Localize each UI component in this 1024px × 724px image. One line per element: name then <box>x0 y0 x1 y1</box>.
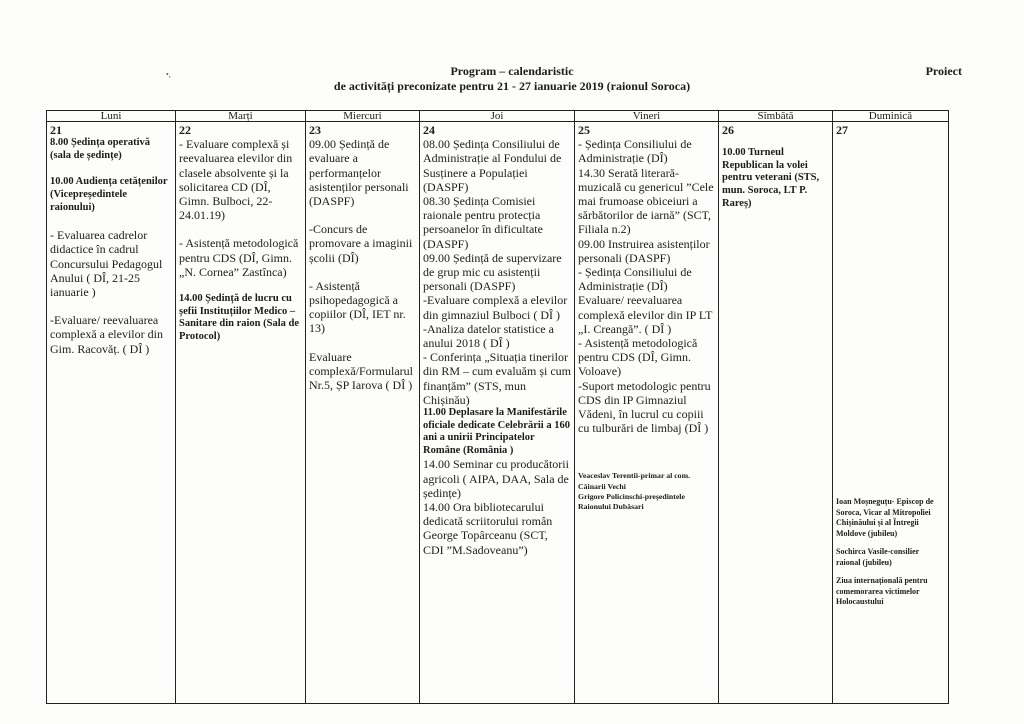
day-number: 25 <box>578 123 590 137</box>
event-item: -Analiza datelor statistice a anului 2018 ( DÎ ) <box>423 321 554 351</box>
header-row <box>47 111 949 122</box>
cell-miercuri <box>306 122 420 704</box>
col-header-marti: Marți <box>176 111 306 122</box>
event-item: -Concurs de promovare a imaginii școlii (DÎ) <box>309 222 413 265</box>
col-header-luni: Luni <box>47 111 176 122</box>
event-item: 8.00 Ședința operativă (sala de ședințe) <box>50 137 151 161</box>
event-item: -Suport metodologic pentru CDS din IP Gimnaziul Vădeni, în lucrul cu copiii cu tulburări de limbaj (DÎ ) <box>578 378 711 436</box>
day-number: 22 <box>179 123 191 137</box>
event-item: - Asistență psihopedagogică a copiilor (DÎ, IET nr. 13) <box>309 278 406 336</box>
event-item: 11.00 Deplasare la Manifestările oficiale dedicate Celebrării a 160 ani a unirii Principatelor Române (România ) <box>423 407 570 456</box>
event-item: 14.00 Seminar cu producătorii agricoli ( AIPA, DAA, Sala de ședințe) <box>423 457 569 500</box>
note-item: Sochirca Vasile-consilier raional (jubileu) <box>836 547 920 567</box>
day-number: 21 <box>50 123 62 137</box>
day-number: 27 <box>836 123 848 137</box>
day-number: 23 <box>309 123 321 137</box>
col-header-joi: Joi <box>420 111 575 122</box>
calendar-table <box>46 110 949 704</box>
event-item: -Evaluare complexă a elevilor din gimnaziul Bulboci ( DÎ ) <box>423 293 568 322</box>
note-item: Ioan Moșneguțu- Episcop de Soroca, Vicar al Mitropoliei Chișinăului și al Întregii Moldove (jubileu) <box>836 497 934 538</box>
event-item: - Asistență metodologică pentru CDS (DÎ, Gimn. Voloave) <box>578 336 698 379</box>
scan-speck: •, <box>166 70 171 79</box>
event-item: 10.00 Turneul Republican la volei pentru veterani (STS, mun. Soroca, LT P. Rareș) <box>722 147 820 209</box>
event-item: -Evaluare/ reevaluarea complexă a elevilor din Gim. Racovăț. ( DÎ ) <box>50 313 163 356</box>
title-line-2: de activități preconizate pentru 21 - 27 ianuarie 2019 (raionul Soroca) <box>333 79 691 93</box>
event-item: 14.00 Ședință de lucru cu șefii Instituțiilor Medico – Sanitare din raion (Sala de Protocol) <box>179 293 299 342</box>
event-item: - Evaluarea cadrelor didactice în cadrul Concursului Pedagogul Anului ( DÎ, 21-25 ianuarie ) <box>50 228 163 299</box>
event-item: - Conferința „Situația tinerilor din RM – cum evaluăm și cum finanțăm” (STS, mun Chișinău) <box>423 350 571 407</box>
day-number: 26 <box>722 123 734 137</box>
event-item: - Asistență metodologică pentru CDS (DÎ, Gimn. „N. Cornea” Zastînca) <box>179 236 299 279</box>
event-item: 08.30 Ședința Comisiei raionale pentru protecția persoanelor în dificultate (DASPF) <box>423 194 543 251</box>
col-header-duminica: Duminică <box>833 111 949 122</box>
event-item: - Ședința Consiliului de Administrație (DÎ) <box>578 137 692 166</box>
event-item: 09.00 Ședință de evaluare a performanțelor asistenților personali (DASPF) <box>309 137 409 209</box>
day-number: 24 <box>423 123 435 137</box>
note-item: Veaceslav Terentii-primar al com. Căinarii Vechi <box>578 471 691 491</box>
cell-vineri <box>575 122 719 704</box>
event-item: - Ședința Consiliului de Administrație (DÎ) <box>578 265 692 294</box>
event-item: - Evaluare complexă și reevaluarea elevilor din clasele absolvente și la solicitarea CD (DÎ, Gimn. Bulboci, 22-24.01.19) <box>179 137 293 223</box>
note-item: Grigore Policinschi-președintele Raionului Dubăsari <box>578 491 685 512</box>
proiect-label: Proiect <box>925 64 962 78</box>
cell-duminica <box>833 122 949 704</box>
col-header-vineri: Vineri <box>575 111 719 122</box>
cell-simbata <box>719 122 833 704</box>
notes-block <box>836 497 945 608</box>
event-item: 09.00 Ședință de supervizare de grup mic cu asistenții personali (DASPF) <box>423 250 562 294</box>
event-item: 14.00 Ora bibliotecarului dedicată scriitorului român George Topârceanu (SCT, CDI ”M.Sadoveanu”) <box>423 500 553 557</box>
title-line-1: Program – calendaristic <box>450 64 574 78</box>
cell-luni <box>47 122 176 704</box>
event-item: 10.00 Audiența cetățenilor (Vicepreședintele raionului) <box>50 176 168 213</box>
event-item: 09.00 Instruirea asistenților personali (DASPF) <box>578 236 710 265</box>
col-header-miercuri: Miercuri <box>306 111 420 122</box>
event-item: 08.00 Ședința Consiliului de Administrație al Fondului de Susținere a Populației (DASPF) <box>423 137 562 194</box>
notes-block <box>578 471 715 512</box>
week-row <box>47 122 949 704</box>
note-item: Ziua internațională pentru comemorarea victimelor Holocaustului <box>836 576 928 607</box>
cell-joi <box>420 122 575 704</box>
event-item: Evaluare/ reevaluarea complexă elevilor din IP LT „I. Creangă”. ( DÎ ) <box>578 293 713 336</box>
col-header-simbata: Sîmbătă <box>719 111 833 122</box>
event-item: 14.30 Serată literară-muzicală cu genericul ”Cele mai frumoase obiceiuri a sărbătorilor de iarnă” (SCT, Filiala n.2) <box>578 165 714 237</box>
event-item: Evaluare complexă/Formularul Nr.5, ȘP Iarova ( DÎ ) <box>309 349 413 393</box>
cell-marti <box>176 122 306 704</box>
page-title <box>0 64 1024 94</box>
